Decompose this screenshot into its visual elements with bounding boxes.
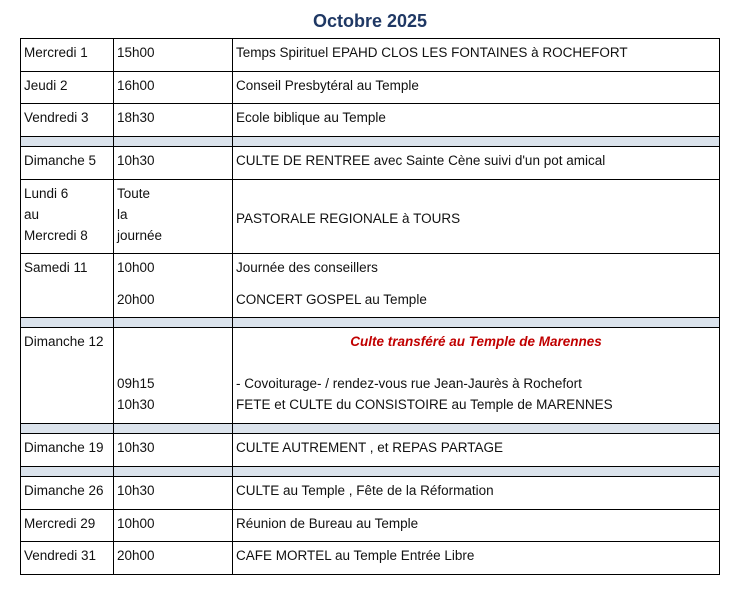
table-row — [21, 104, 720, 137]
event-line: FETE et CULTE du CONSISTOIRE au Temple de MARENNES — [236, 397, 613, 412]
time-line: Toute — [117, 186, 151, 201]
event-cell: Réunion de Bureau au Temple — [233, 510, 720, 542]
time-cell: 10h30 — [114, 147, 233, 180]
event-cell: CULTE au Temple , Fête de la Réformation — [233, 477, 720, 510]
day-cell: Dimanche 19 — [21, 434, 114, 467]
time-line: la — [117, 207, 128, 222]
event-cell: CULTE DE RENTREE avec Sainte Cène suivi d'un pot amical — [233, 147, 720, 180]
table-row — [21, 147, 720, 180]
separator-row — [21, 137, 720, 147]
separator-row — [21, 424, 720, 434]
time-cell: 15h00 — [114, 39, 233, 72]
event-cell: Ecole biblique au Temple — [233, 104, 720, 137]
day-line: au — [24, 207, 40, 222]
time-line: 09h15 — [117, 376, 155, 391]
separator-row — [21, 318, 720, 328]
day-cell: Vendredi 3 — [21, 104, 114, 137]
time-cell: 10h30 — [114, 477, 233, 510]
day-cell: Dimanche 12 — [21, 328, 114, 424]
time-cell — [114, 328, 233, 424]
event-cell — [233, 328, 720, 424]
day-line: Lundi 6 — [24, 186, 69, 201]
schedule-table — [20, 38, 720, 575]
day-cell: Vendredi 31 — [21, 542, 114, 575]
table-row — [21, 72, 720, 104]
table-row — [21, 542, 720, 575]
table-row — [21, 328, 720, 424]
day-cell: Samedi 11 — [21, 254, 114, 318]
table-row — [21, 180, 720, 254]
event-cell: CULTE AUTREMENT , et REPAS PARTAGE — [233, 434, 720, 467]
day-cell: Mercredi 1 — [21, 39, 114, 72]
table-row — [21, 510, 720, 542]
table-row — [21, 254, 720, 318]
time-cell: 16h00 — [114, 72, 233, 104]
table-row — [21, 477, 720, 510]
time-line: 10h30 — [117, 397, 155, 412]
time-cell: 10h00 — [114, 510, 233, 542]
day-line: Mercredi 8 — [24, 228, 88, 243]
table-row — [21, 434, 720, 467]
event-cell: Conseil Presbytéral au Temple — [233, 72, 720, 104]
time-cell — [114, 180, 233, 254]
day-cell — [21, 180, 114, 254]
time-cell: 10h30 — [114, 434, 233, 467]
time-line: 10h00 — [117, 260, 155, 275]
day-cell: Dimanche 26 — [21, 477, 114, 510]
event-cell: Temps Spirituel EPAHD CLOS LES FONTAINES à ROCHEFORT — [233, 39, 720, 72]
time-line: 20h00 — [117, 292, 155, 307]
time-cell — [114, 254, 233, 318]
time-cell: 20h00 — [114, 542, 233, 575]
event-line: - Covoiturage- / rendez-vous rue Jean-Jaurès à Rochefort — [236, 376, 582, 391]
separator-row — [21, 467, 720, 477]
event-cell: CAFE MORTEL au Temple Entrée Libre — [233, 542, 720, 575]
event-line: CONCERT GOSPEL au Temple — [236, 292, 427, 307]
event-cell: PASTORALE REGIONALE à TOURS — [233, 180, 720, 254]
day-cell: Dimanche 5 — [21, 147, 114, 180]
event-line: Journée des conseillers — [236, 260, 378, 275]
page-title: Octobre 2025 — [312, 11, 428, 31]
transfer-notice: Culte transféré au Temple de Marennes — [350, 334, 602, 349]
time-line: journée — [117, 228, 163, 243]
time-cell: 18h30 — [114, 104, 233, 137]
table-row — [21, 39, 720, 72]
event-cell — [233, 254, 720, 318]
day-cell: Jeudi 2 — [21, 72, 114, 104]
day-cell: Mercredi 29 — [21, 510, 114, 542]
